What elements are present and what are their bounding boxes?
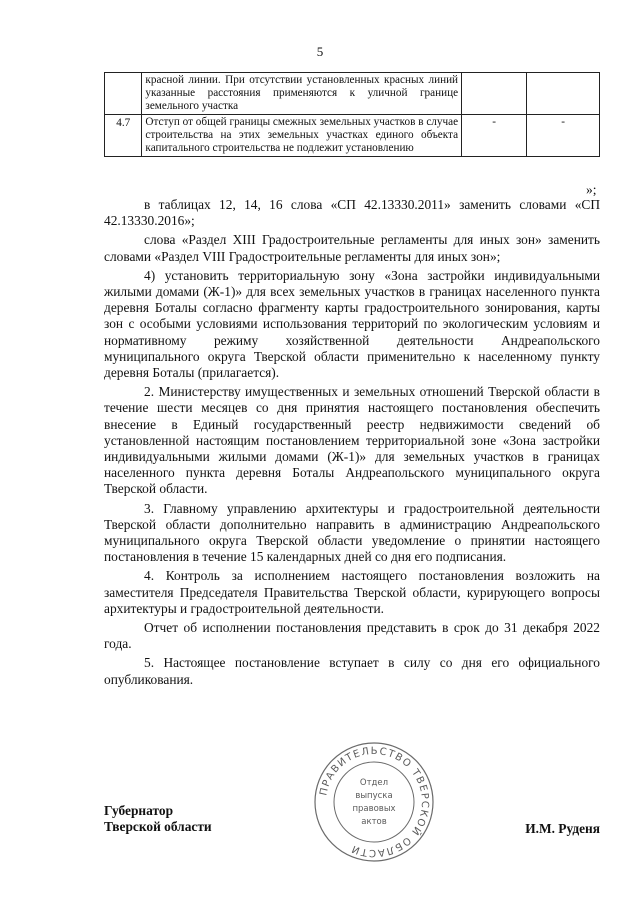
signatory-region: Тверской области bbox=[104, 819, 212, 834]
paragraph: 3. Главному управлению архитектуры и градостроительной деятельности Тверской области дополнительно направить в администрацию Андреапольского муниципального округа Тверской области уведомление о принятии настоящего постановления в течение 15 календарных дней со дня его подписания. bbox=[104, 500, 600, 565]
paragraph: Отчет об исполнении постановления представить в срок до 31 декабря 2022 года. bbox=[104, 620, 600, 652]
paragraph: слова «Раздел XIII Градостроительные регламенты для иных зон» заменить словами «Раздел VIII Градостроительные регламенты для иных зон»; bbox=[104, 232, 600, 264]
table-cell-value-a: - bbox=[462, 115, 527, 157]
paragraph: 5. Настоящее постановление вступает в силу со дня его официального опубликования. bbox=[104, 655, 600, 687]
table-cell-value-b: - bbox=[527, 115, 600, 157]
svg-text:ПРАВИТЕЛЬСТВО ТВЕРСКОЙ ОБЛАСТИ bbox=[318, 746, 430, 858]
table-cell-num: 4.7 bbox=[105, 115, 142, 157]
signatory-title: Губернатор bbox=[104, 803, 174, 818]
paragraph: 4. Контроль за исполнением настоящего постановления возложить на заместителя Председателя Правительства Тверской области, курирующего вопросы архитектуры и градостроительной деятельности. bbox=[104, 568, 600, 616]
paragraph: 4) установить территориальную зону «Зона застройки индивидуальными жилыми домами (Ж-1)» для всех земельных участков в границах населенного пункта деревня Боталы согласно фрагменту карты градостроительного зонирования, карты зон с особыми условиями использования территорий по экологическим условиям и нормативному режиму хозяйственной деятельности Андреапольского муниципального округа Тверской области применительно к населенному пункту деревня Боталы (прилагается). bbox=[104, 267, 600, 381]
official-seal bbox=[312, 740, 436, 864]
table-cell-num bbox=[105, 73, 142, 115]
table-cell-value-b bbox=[527, 73, 600, 115]
table-row bbox=[105, 115, 600, 157]
table-cell-text: Отступ от общей границы смежных земельных участков в случае строительства на этих земельных участках единого объекта капитального строительства не подлежит установлению bbox=[142, 115, 462, 157]
seal-center-line: правовых bbox=[352, 804, 396, 814]
seal-center-line: актов bbox=[361, 817, 387, 827]
closing-quote: »; bbox=[586, 182, 597, 197]
signatory-name: И.М. Руденя bbox=[525, 821, 600, 836]
seal-center-line: выпуска bbox=[355, 791, 393, 801]
seal-ring-text: ПРАВИТЕЛЬСТВО ТВЕРСКОЙ ОБЛАСТИ bbox=[318, 745, 431, 859]
paragraph: 2. Министерству имущественных и земельных отношений Тверской области в течение шести месяцев со дня принятия настоящего постановления обеспечить внесение в Единый государственный реестр недвижимости сведений об установленной настоящим постановлением территориальной зоне «Зона застройки индивидуальными жилыми домами (Ж-1)» для земельных участков в границах населенного пункта деревня Боталы Андреапольского муниципального округа Тверской области. bbox=[104, 384, 600, 497]
regulations-table bbox=[104, 72, 600, 157]
page-number: 5 bbox=[316, 44, 324, 59]
table-row bbox=[105, 73, 600, 115]
paragraph: в таблицах 12, 14, 16 слова «СП 42.13330.2011» заменить словами «СП 42.13330.2016»; bbox=[104, 197, 600, 229]
seal-center-line: Отдел bbox=[359, 778, 389, 788]
document-body bbox=[104, 197, 600, 691]
table-cell-text: красной линии. При отсутствии установленных красных линий указанные расстояния применяются к уличной границе земельного участка bbox=[142, 73, 462, 115]
table-cell-value-a bbox=[462, 73, 527, 115]
